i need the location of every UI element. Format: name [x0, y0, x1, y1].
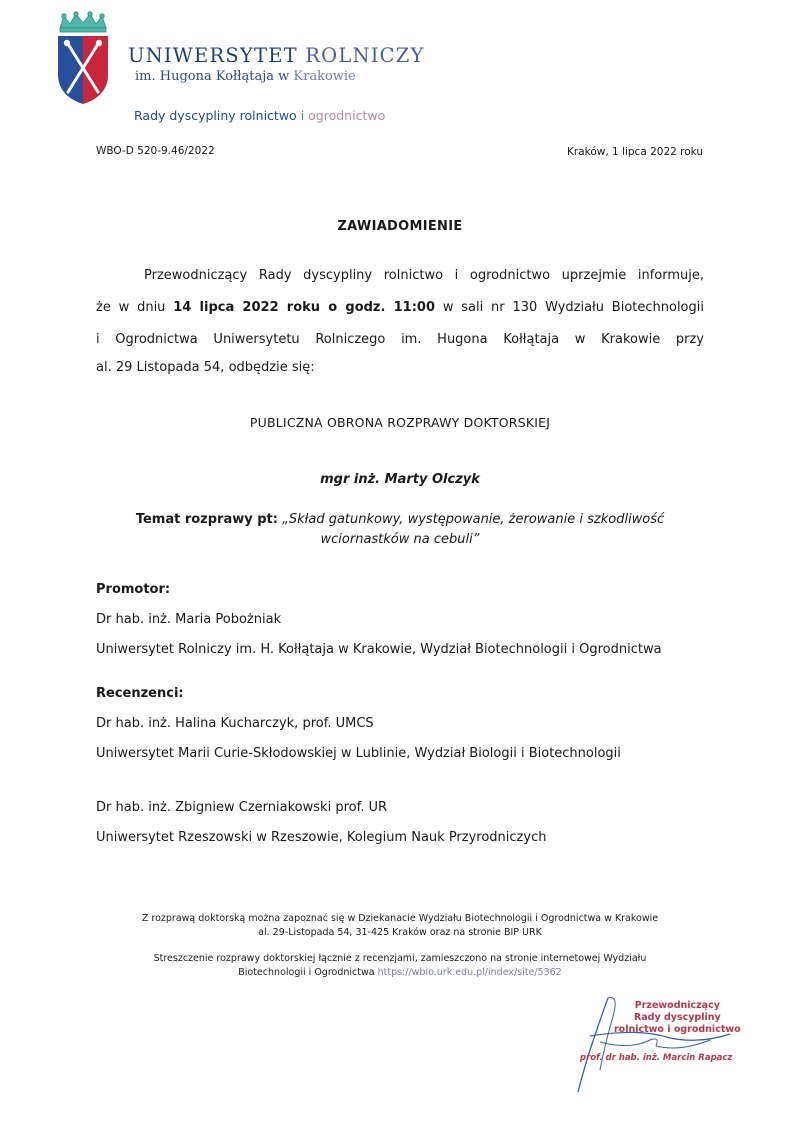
official-stamp	[614, 1000, 741, 1036]
document-date: Kraków, 1 lipca 2022 roku	[567, 146, 704, 158]
reviewer-name: Dr hab. inż. Halina Kucharczyk, prof. UMCS	[96, 716, 374, 731]
defense-title: PUBLICZNA OBRONA ROZPRAWY DOKTORSKIEJ	[249, 415, 551, 430]
council-name	[134, 108, 385, 123]
notice-title: ZAWIADOMIENIE	[337, 219, 463, 234]
topic-label: Temat rozprawy pt:	[135, 512, 278, 527]
signatory-name: prof. dr hab. inż. Marcin Rapacz	[580, 1053, 733, 1063]
university-crest-logo	[54, 10, 112, 106]
university-name-part-1: UNIWERSYTET	[128, 44, 298, 67]
university-subtitle-part-1: im. Hugona Kołłątaja w	[135, 69, 290, 84]
topic-text-line-1: „Skład gatunkowy, występowanie, żerowanie i szkodliwość	[282, 512, 665, 527]
dissertation-topic	[0, 510, 800, 550]
university-subtitle-part-2: Krakowie	[293, 69, 356, 84]
paragraph-line-2-start: że w dniu	[96, 300, 166, 315]
footer-note-line-4-text: Biotechnologii i Ogrodnictwa	[238, 967, 375, 978]
event-date-time: 14 lipca 2022 roku o godz. 11:00	[173, 300, 436, 315]
topic-text-line-2: wciornastków na cebuli”	[320, 532, 480, 547]
university-name-part-2: ROLNICZY	[305, 44, 425, 67]
university-subtitle	[135, 69, 356, 84]
footer-note-line-4	[0, 966, 800, 980]
council-name-part-2: i	[300, 108, 305, 123]
candidate-name: mgr inż. Marty Olczyk	[320, 472, 480, 487]
promotor-heading: Promotor:	[96, 582, 171, 597]
reviewers-heading: Recenzenci:	[96, 686, 184, 701]
footer-note-line-3: Streszczenie rozprawy doktorskiej łącznie z recenzjami, zamieszczono na stronie internetowej Wydziału	[153, 953, 647, 964]
university-name	[128, 44, 425, 67]
reviewer-name: Dr hab. inż. Zbigniew Czerniakowski prof. UR	[96, 800, 388, 815]
paragraph-line-2-end: w sali nr 130 Wydziału Biotechnologii	[442, 300, 704, 315]
paragraph-line-2	[96, 300, 704, 315]
council-name-part-1: Rady dyscypliny rolnictwo	[134, 108, 297, 123]
stamp-line-1: Przewodniczący	[634, 1000, 720, 1011]
paragraph-line-4: al. 29 Listopada 54, odbędzie się:	[96, 360, 315, 375]
reviewer-affiliation: Uniwersytet Marii Curie-Skłodowskiej w Lublinie, Wydział Biologii i Biotechnologii	[96, 746, 621, 761]
crown-icon	[60, 12, 106, 32]
reference-number: WBO-D 520-9.46/2022	[96, 145, 215, 157]
promotor-name: Dr hab. inż. Maria Pobożniak	[96, 612, 282, 627]
paragraph-line-1: Przewodniczący Rady dyscypliny rolnictwo i ogrodnictwo uprzejmie informuje,	[144, 268, 704, 283]
handwritten-signature	[560, 980, 760, 1100]
stamp-line-2: Rady dyscypliny	[633, 1012, 721, 1023]
footer-note-line-2: al. 29-Listopada 54, 31-425 Kraków oraz na stronie BIP URK	[258, 927, 542, 938]
reviewer-affiliation: Uniwersytet Rzeszowski w Rzeszowie, Kolegium Nauk Przyrodniczych	[96, 830, 547, 845]
footer-note-line-1: Z rozprawą doktorską można zapoznać się w Dziekanacie Wydziału Biotechnologii i Ogrodnictwa w Krakowie	[141, 913, 659, 924]
bip-link[interactable]: https://wbio.urk.edu.pl/index/site/5362	[377, 967, 562, 978]
stamp-line-3: rolnictwo i ogrodnictwo	[614, 1024, 741, 1035]
promotor-affiliation: Uniwersytet Rolniczy im. H. Kołłątaja w Krakowie, Wydział Biotechnologii i Ogrodnictwa	[96, 642, 662, 657]
council-name-part-3: ogrodnictwo	[308, 108, 386, 123]
topic-first-line	[0, 510, 800, 530]
paragraph-line-3: i Ogrodnictwa Uniwersytetu Rolniczego im. Hugona Kołłątaja w Krakowie przy	[96, 332, 704, 347]
